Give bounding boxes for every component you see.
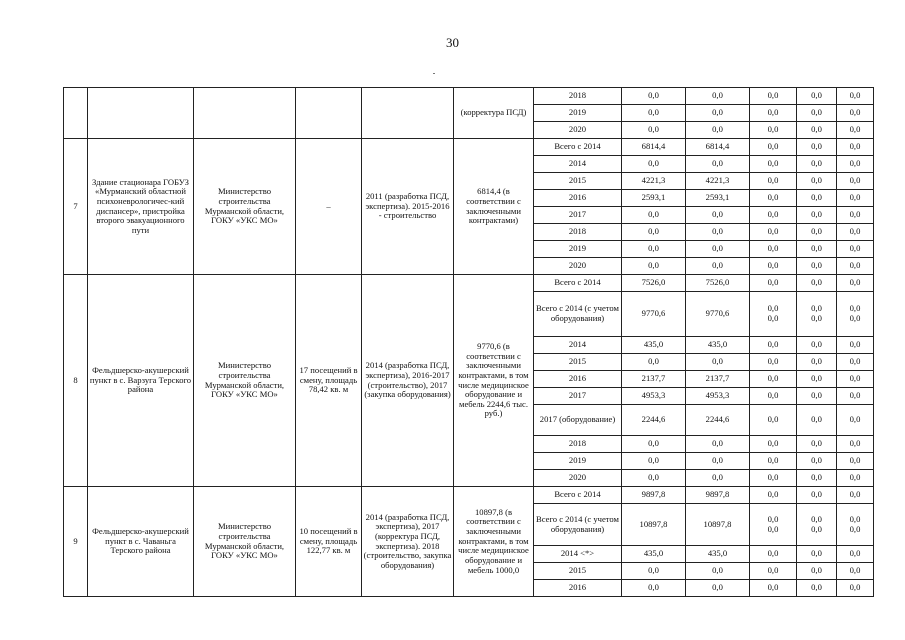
value-cell: 0,0: [797, 337, 837, 354]
value-cell: 0,0: [797, 580, 837, 597]
value-cell: 0,0: [797, 173, 837, 190]
value-cell: 0,0: [837, 354, 874, 371]
terms: 2014 (разработка ПСД, экспертиза), 2017 (корректура ПСД, экспертиза). 2018 (строительство, закупка оборудования): [362, 487, 454, 597]
value-cell: 0,0: [837, 207, 874, 224]
value-cell: 435,0: [686, 546, 750, 563]
value-cell: 0,0: [797, 275, 837, 292]
value-cell: 0,0: [837, 88, 874, 105]
value-cell: 10897,8: [686, 504, 750, 546]
customer-name: Министерство строительства Мурманской области, ГОКУ «УКС МО»: [194, 487, 296, 597]
table-row: [64, 88, 874, 105]
value-cell: 0,0: [750, 207, 797, 224]
value-line: 0,0: [849, 523, 861, 534]
cost: 6814,4 (в соответствии с заключенными контрактами): [454, 139, 534, 275]
value-cell: 0,0: [797, 190, 837, 207]
value-cell: 0,0: [750, 337, 797, 354]
table-row: [64, 275, 874, 292]
value-cell: 435,0: [622, 337, 686, 354]
item-number: 7: [64, 139, 88, 275]
value-line: 0,0: [811, 513, 822, 524]
value-cell: 0,0: [750, 258, 797, 275]
value-cell: 0,0: [837, 156, 874, 173]
value-line: 0,0: [811, 523, 822, 534]
year-cell: 2020: [534, 122, 622, 139]
value-cell: 0,0: [797, 405, 837, 436]
value-cell: 0,0: [686, 580, 750, 597]
value-cell: 0,0: [797, 258, 837, 275]
value-cell: 9770,6: [622, 292, 686, 337]
value-cell: 0,0: [686, 88, 750, 105]
capacity: 10 посещений в смену, площадь 122,77 кв. м: [296, 487, 362, 597]
object-name: Фельдшерско-акушерский пункт в с. Варзуга Терского района: [88, 275, 194, 487]
table-row: [64, 139, 874, 156]
value-cell: 0,0: [750, 436, 797, 453]
value-cell: 0,0: [686, 354, 750, 371]
year-cell: 2020: [534, 258, 622, 275]
value-cell: 0,0: [750, 388, 797, 405]
value-cell: 2593,1: [622, 190, 686, 207]
item-number: 8: [64, 275, 88, 487]
value-line: 0,0: [767, 303, 779, 314]
value-cell: 0,0: [686, 224, 750, 241]
value-cell: [750, 504, 797, 546]
capacity: –: [296, 139, 362, 275]
year-cell: 2016: [534, 371, 622, 388]
value-cell: 0,0: [837, 275, 874, 292]
value-line: 0,0: [767, 313, 779, 323]
value-cell: 0,0: [622, 563, 686, 580]
value-cell: 6814,4: [622, 139, 686, 156]
value-cell: 0,0: [837, 453, 874, 470]
value-line: 0,0: [849, 513, 861, 524]
value-cell: 4953,3: [622, 388, 686, 405]
value-cell: 9897,8: [622, 487, 686, 504]
value-cell: 0,0: [750, 190, 797, 207]
value-cell: 6814,4: [686, 139, 750, 156]
value-cell: 0,0: [750, 470, 797, 487]
value-cell: 0,0: [797, 156, 837, 173]
value-cell: 0,0: [837, 580, 874, 597]
item-number: 9: [64, 487, 88, 597]
year-cell: 2016: [534, 190, 622, 207]
value-cell: 435,0: [622, 546, 686, 563]
value-cell: 0,0: [837, 563, 874, 580]
value-cell: 0,0: [837, 405, 874, 436]
value-cell: 0,0: [837, 224, 874, 241]
value-cell: 0,0: [622, 105, 686, 122]
value-line: 0,0: [767, 523, 779, 534]
value-cell: 0,0: [837, 470, 874, 487]
year-cell: 2019: [534, 453, 622, 470]
value-cell: 0,0: [750, 546, 797, 563]
value-cell: 0,0: [686, 453, 750, 470]
value-cell: 0,0: [750, 88, 797, 105]
value-cell: 0,0: [750, 354, 797, 371]
year-cell: Всего с 2014 (с учетом оборудования): [534, 504, 622, 546]
year-cell: Всего с 2014: [534, 487, 622, 504]
value-cell: 0,0: [750, 139, 797, 156]
value-cell: 0,0: [622, 258, 686, 275]
value-cell: 0,0: [686, 436, 750, 453]
value-cell: 2244,6: [686, 405, 750, 436]
psd-note: (корректура ПСД): [454, 88, 534, 139]
value-cell: 0,0: [837, 173, 874, 190]
investment-table: [63, 87, 874, 597]
value-cell: 0,0: [622, 436, 686, 453]
value-cell: 0,0: [797, 470, 837, 487]
value-cell: 0,0: [622, 580, 686, 597]
value-cell: 0,0: [750, 173, 797, 190]
value-cell: 0,0: [750, 224, 797, 241]
year-cell: Всего с 2014 (с учетом оборудования): [534, 292, 622, 337]
year-cell: 2019: [534, 241, 622, 258]
value-cell: 0,0: [797, 241, 837, 258]
value-cell: 0,0: [750, 371, 797, 388]
name-cell: [88, 88, 194, 139]
value-cell: 0,0: [837, 258, 874, 275]
value-cell: 2137,7: [686, 371, 750, 388]
value-cell: 0,0: [622, 122, 686, 139]
year-cell: 2020: [534, 470, 622, 487]
value-cell: 0,0: [622, 453, 686, 470]
value-cell: 0,0: [750, 105, 797, 122]
year-cell: 2019: [534, 105, 622, 122]
year-cell: 2015: [534, 173, 622, 190]
value-cell: 4221,3: [686, 173, 750, 190]
value-line: 0,0: [811, 313, 822, 323]
year-cell: 2014 <*>: [534, 546, 622, 563]
capacity-cell: [296, 88, 362, 139]
terms: 2014 (разработка ПСД, экспертиза), 2016-2017 (строительство), 2017 (закупка оборудования): [362, 275, 454, 487]
value-cell: [750, 292, 797, 337]
terms-cell: [362, 88, 454, 139]
value-cell: 0,0: [622, 156, 686, 173]
value-cell: 0,0: [686, 207, 750, 224]
value-cell: [837, 504, 874, 546]
value-line: 0,0: [811, 303, 822, 314]
value-cell: 0,0: [622, 207, 686, 224]
value-cell: [837, 292, 874, 337]
year-cell: 2015: [534, 563, 622, 580]
table-row: [64, 487, 874, 504]
value-cell: 0,0: [622, 88, 686, 105]
value-cell: 0,0: [750, 275, 797, 292]
value-cell: 4221,3: [622, 173, 686, 190]
value-cell: 0,0: [622, 354, 686, 371]
value-cell: 0,0: [686, 470, 750, 487]
page-number: 30: [446, 35, 459, 50]
value-cell: 0,0: [797, 563, 837, 580]
value-cell: 0,0: [837, 122, 874, 139]
value-cell: 0,0: [750, 487, 797, 504]
num-cell: [64, 88, 88, 139]
value-cell: 7526,0: [622, 275, 686, 292]
value-cell: 0,0: [686, 241, 750, 258]
year-cell: 2016: [534, 580, 622, 597]
value-cell: 0,0: [797, 436, 837, 453]
value-cell: 0,0: [797, 88, 837, 105]
year-cell: 2017 (оборудование): [534, 405, 622, 436]
customer-cell: [194, 88, 296, 139]
value-cell: 435,0: [686, 337, 750, 354]
value-cell: 0,0: [797, 371, 837, 388]
value-cell: 0,0: [750, 563, 797, 580]
year-cell: 2017: [534, 388, 622, 405]
year-cell: 2014: [534, 337, 622, 354]
value-cell: 0,0: [837, 388, 874, 405]
value-cell: 0,0: [797, 487, 837, 504]
value-cell: 0,0: [797, 354, 837, 371]
year-cell: 2018: [534, 436, 622, 453]
year-cell: Всего с 2014: [534, 139, 622, 156]
scan-dot: [433, 73, 435, 74]
value-cell: 0,0: [750, 156, 797, 173]
customer-name: Министерство строительства Мурманской области, ГОКУ «УКС МО»: [194, 275, 296, 487]
value-cell: 0,0: [837, 546, 874, 563]
year-cell: 2017: [534, 207, 622, 224]
value-cell: 0,0: [797, 546, 837, 563]
value-cell: 2137,7: [622, 371, 686, 388]
value-cell: 7526,0: [686, 275, 750, 292]
value-cell: 0,0: [686, 156, 750, 173]
value-cell: 9897,8: [686, 487, 750, 504]
value-cell: 0,0: [750, 580, 797, 597]
value-cell: 0,0: [686, 563, 750, 580]
value-cell: 0,0: [837, 436, 874, 453]
value-cell: [797, 504, 837, 546]
year-cell: 2015: [534, 354, 622, 371]
value-cell: 0,0: [837, 139, 874, 156]
customer-name: Министерство строительства Мурманской области, ГОКУ «УКС МО»: [194, 139, 296, 275]
value-cell: 0,0: [750, 122, 797, 139]
value-cell: 0,0: [797, 122, 837, 139]
year-cell: Всего с 2014: [534, 275, 622, 292]
cost: 9770,6 (в соответствии с заключенными контрактами, в том числе медицинское оборудование и мебель 2244,6 тыс. руб.): [454, 275, 534, 487]
value-cell: 0,0: [837, 337, 874, 354]
value-cell: 2593,1: [686, 190, 750, 207]
value-cell: 2244,6: [622, 405, 686, 436]
value-cell: 0,0: [837, 241, 874, 258]
year-cell: 2018: [534, 88, 622, 105]
value-cell: [797, 292, 837, 337]
value-cell: 0,0: [750, 453, 797, 470]
value-cell: 0,0: [622, 224, 686, 241]
value-cell: 0,0: [837, 105, 874, 122]
object-name: Здание стационара ГОБУЗ «Мурманский областной психоневрологичес-кий диспансер», пристройка второго эвакуационного пути: [88, 139, 194, 275]
cost: 10897,8 (в соответствии с заключенными контрактами, в том числе медицинское оборудование и мебель 1000,0: [454, 487, 534, 597]
terms: 2011 (разработка ПСД, экспертиза). 2015-2016 - строительство: [362, 139, 454, 275]
value-cell: 0,0: [686, 122, 750, 139]
year-cell: 2014: [534, 156, 622, 173]
object-name: Фельдшерско-акушерский пункт в с. Чаваньга Терского района: [88, 487, 194, 597]
value-cell: 0,0: [686, 105, 750, 122]
value-cell: 0,0: [750, 241, 797, 258]
value-cell: 0,0: [750, 405, 797, 436]
year-cell: 2018: [534, 224, 622, 241]
value-cell: 4953,3: [686, 388, 750, 405]
value-cell: 0,0: [622, 241, 686, 258]
value-line: 0,0: [849, 313, 861, 323]
value-cell: 9770,6: [686, 292, 750, 337]
value-cell: 0,0: [622, 470, 686, 487]
capacity: 17 посещений в смену, площадь 78,42 кв. м: [296, 275, 362, 487]
value-cell: 0,0: [797, 105, 837, 122]
value-cell: 0,0: [797, 139, 837, 156]
value-cell: 0,0: [797, 207, 837, 224]
value-cell: 0,0: [797, 388, 837, 405]
value-cell: 0,0: [837, 487, 874, 504]
value-cell: 0,0: [797, 453, 837, 470]
value-cell: 0,0: [837, 190, 874, 207]
value-line: 0,0: [849, 303, 861, 314]
value-cell: 10897,8: [622, 504, 686, 546]
value-cell: 0,0: [837, 371, 874, 388]
value-cell: 0,0: [686, 258, 750, 275]
value-line: 0,0: [767, 513, 779, 524]
value-cell: 0,0: [797, 224, 837, 241]
